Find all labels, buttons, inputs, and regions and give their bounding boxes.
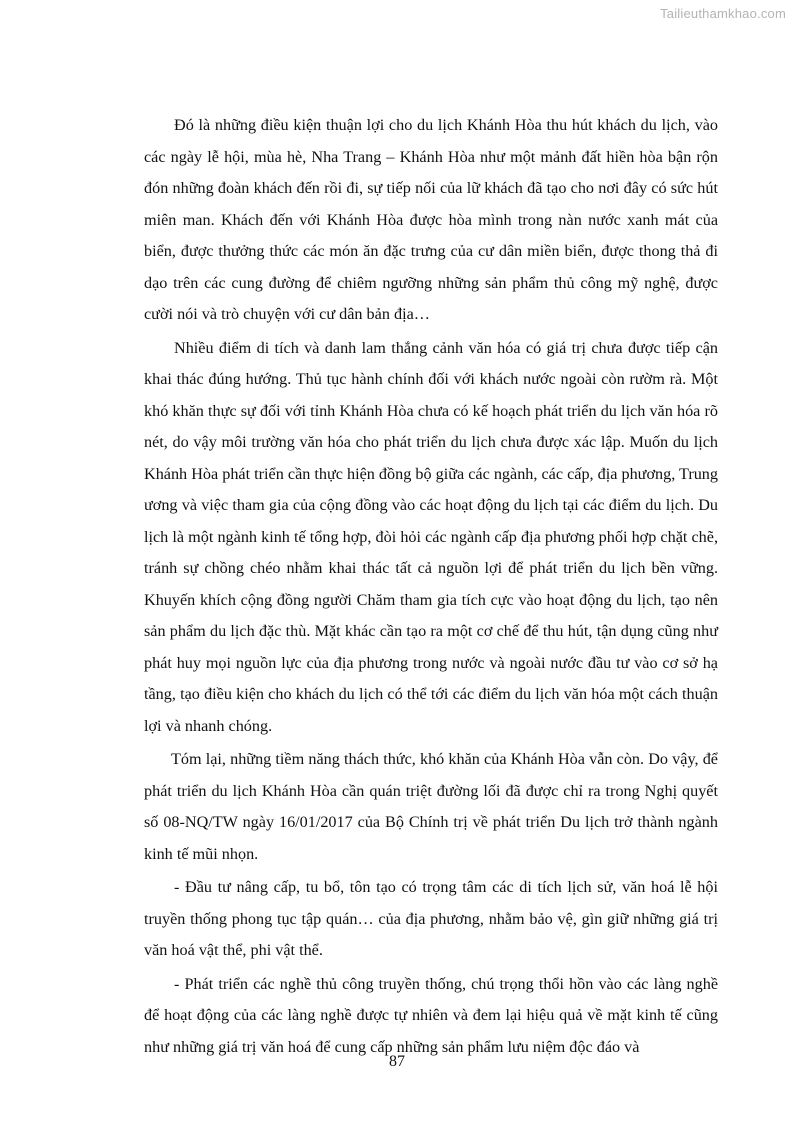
bullet-paragraph-1: - Đầu tư nâng cấp, tu bổ, tôn tạo có trọng tâm các di tích lịch sử, văn hoá lễ hội truyền thống phong tục tập quán… của địa phương, nhằm bảo vệ, gìn giữ những giá trị văn hoá vật thể, phi vật thể. [144, 878, 718, 959]
watermark: Tailieuthamkhao.com [660, 6, 786, 21]
paragraph-2: Nhiều điểm di tích và danh lam thắng cảnh văn hóa có giá trị chưa được tiếp cận khai thác đúng hướng. Thủ tục hành chính đối với khách nước ngoài còn rườm rà. Một khó khăn thực sự đối với tỉnh Khánh Hòa chưa có kế hoạch phát triển du lịch văn hóa rõ nét, do vậy môi trường văn hóa cho phát triển du lịch chưa được xác lập. Muốn du lịch Khánh Hòa phát triển cần thực hiện đồng bộ giữa các ngành, các cấp, địa phương, Trung ương và việc tham gia của cộng đồng vào các hoạt động du lịch tại các điểm du lịch. Du lịch là một ngành kinh tế tổng hợp, đòi hỏi các ngành cấp địa phương phối hợp chặt chẽ, tránh sự chồng chéo nhằm khai thác tất cả nguồn lợi để phát triển du lịch bền vững. Khuyến khích cộng đồng người Chăm tham gia tích cực vào hoạt động du lịch, tạo nên sản phẩm du lịch đặc thù. Mặt khác cần tạo ra một cơ chế để thu hút, tận dụng cũng như phát huy mọi nguồn lực của địa phương trong nước và ngoài nước đầu tư vào cơ sở hạ tầng, tạo điều kiện cho khách du lịch có thể tới các điểm du lịch văn hóa một cách thuận lợi và nhanh chóng. [144, 338, 718, 735]
bullet-paragraph-2: - Phát triển các nghề thủ công truyền thống, chú trọng thổi hồn vào các làng nghề để hoạt động của các làng nghề được tự nhiên và đem lại hiệu quả về mặt kinh tế cũng như những giá trị văn hoá để cung cấp những sản phẩm lưu niệm độc đáo và [144, 974, 718, 1056]
page-number: 87 [389, 1053, 405, 1070]
document-body [144, 110, 718, 1065]
paragraph-3: Tóm lại, những tiềm năng thách thức, khó khăn của Khánh Hòa vẫn còn. Do vậy, để phát triển du lịch Khánh Hòa cần quán triệt đường lối đã được chỉ ra trong Nghị quyết số 08-NQ/TW ngày 16/01/2017 của Bộ Chính trị về phát triển Du lịch trở thành ngành kinh tế mũi nhọn. [144, 750, 718, 863]
paragraph-1: Đó là những điều kiện thuận lợi cho du lịch Khánh Hòa thu hút khách du lịch, vào các ngày lễ hội, mùa hè, Nha Trang – Khánh Hòa như một mảnh đất hiền hòa bận rộn đón những đoàn khách đến rồi đi, sự tiếp nối của lữ khách đã tạo cho nơi đây có sức hút miên man. Khách đến với Khánh Hòa được hòa mình trong nàn nước xanh mát của biển, được thưởng thức các món ăn đặc trưng của cư dân miền biển, được thong thả đi dạo trên các cung đường để chiêm ngưỡng những sản phẩm thủ công mỹ nghệ, được cười nói và trò chuyện với cư dân bản địa… [144, 116, 718, 323]
